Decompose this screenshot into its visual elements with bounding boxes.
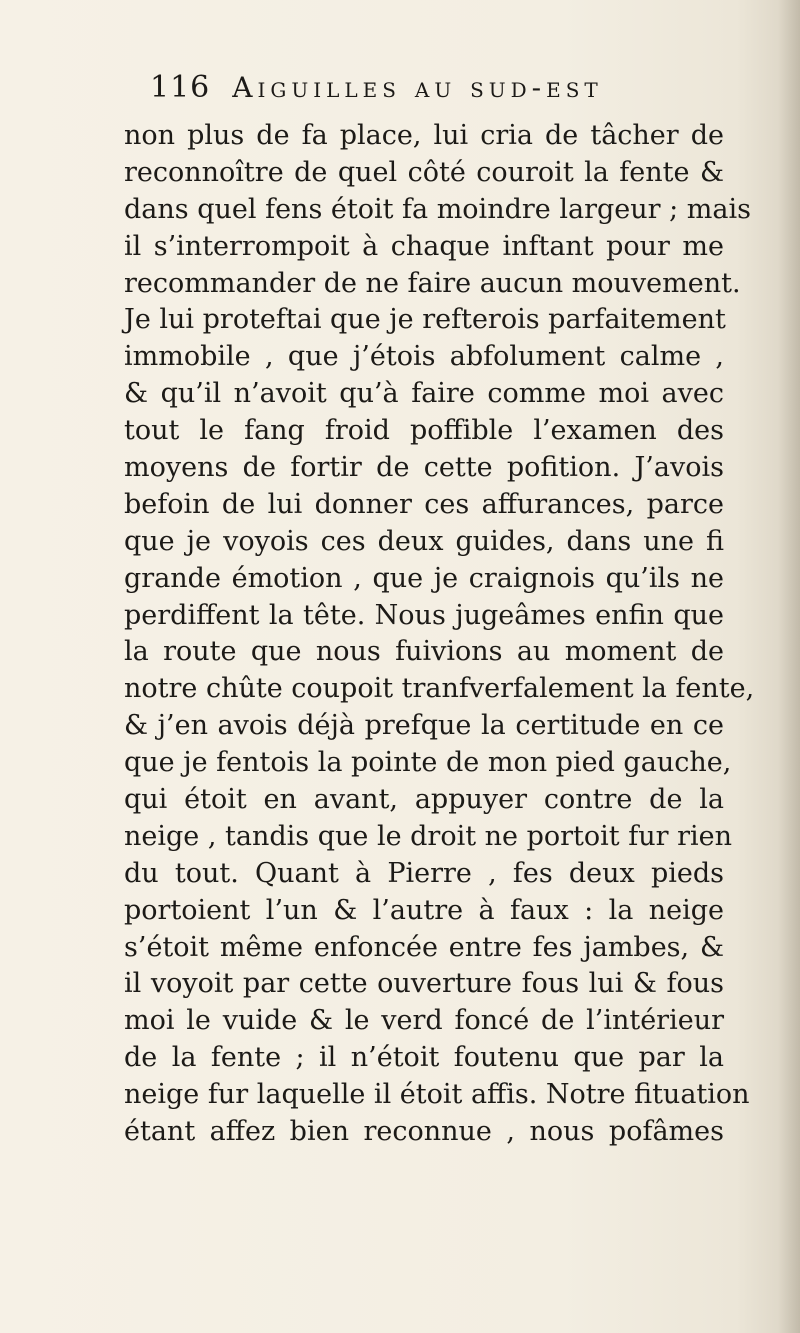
text-line: moyens de fortir de cette pofition. J’avois <box>124 452 724 484</box>
text-line: de la fente ; il n’étoit foutenu que par la <box>124 1042 724 1074</box>
text-line: il s’interrompoit à chaque inftant pour me <box>124 230 724 262</box>
text-line: il voyoit par cette ouverture fous lui & fous <box>124 968 724 1000</box>
text-line: non plus de fa place, lui cria de tâcher de <box>124 120 724 151</box>
text-line: neige , tandis que le droit ne portoit fur rien <box>124 820 733 852</box>
text-line: grande émotion , que je craignois qu’ils ne <box>124 562 724 594</box>
text-line: moi le vuide & le verd foncé de l’intérieur <box>124 1005 724 1037</box>
text-line: s’étoit même enfoncée entre fes jambes, & <box>124 931 724 963</box>
body-text <box>124 118 755 1151</box>
text-line: perdiffent la tête. Nous jugeâmes enfin que <box>124 599 724 631</box>
text-line: tout le fang froid poffible l’examen des <box>124 415 724 447</box>
text-line: reconnoître de quel côté couroit la fente & <box>124 156 724 188</box>
text-line: étant affez bien reconnue , nous pofâmes <box>124 1116 724 1148</box>
running-head <box>150 70 710 110</box>
running-title: Aiguilles au sud-est <box>232 71 603 104</box>
text-line: & qu’il n’avoit qu’à faire comme moi avec <box>124 378 724 410</box>
text-line: dans quel fens étoit fa moindre largeur ; mais <box>124 193 751 225</box>
page-edge-shadow <box>778 0 800 1333</box>
text-line: neige fur laquelle il étoit affis. Notre fituation <box>124 1079 750 1111</box>
text-line: la route que nous fuivions au moment de <box>124 636 724 668</box>
text-line: & j’en avois déjà prefque la certitude en ce <box>124 710 724 742</box>
text-line: que je fentois la pointe de mon pied gauche, <box>124 747 732 779</box>
text-line: portoient l’un & l’autre à faux : la neige <box>124 894 724 926</box>
text-line: Je lui proteftai que je refterois parfaitement <box>124 304 726 336</box>
text-line: du tout. Quant à Pierre , fes deux pieds <box>124 857 724 889</box>
text-line: recommander de ne faire aucun mouvement. <box>124 267 741 299</box>
page-number: 116 <box>150 70 211 105</box>
text-line: que je voyois ces deux guides, dans une fi <box>124 525 724 557</box>
text-line: immobile , que j’étois abfolument calme , <box>124 341 724 373</box>
text-line: befoin de lui donner ces affurances, parce <box>124 488 724 520</box>
text-line: qui étoit en avant, appuyer contre de la <box>124 784 724 816</box>
text-line: notre chûte coupoit tranfverfalement la fente, <box>124 673 755 705</box>
